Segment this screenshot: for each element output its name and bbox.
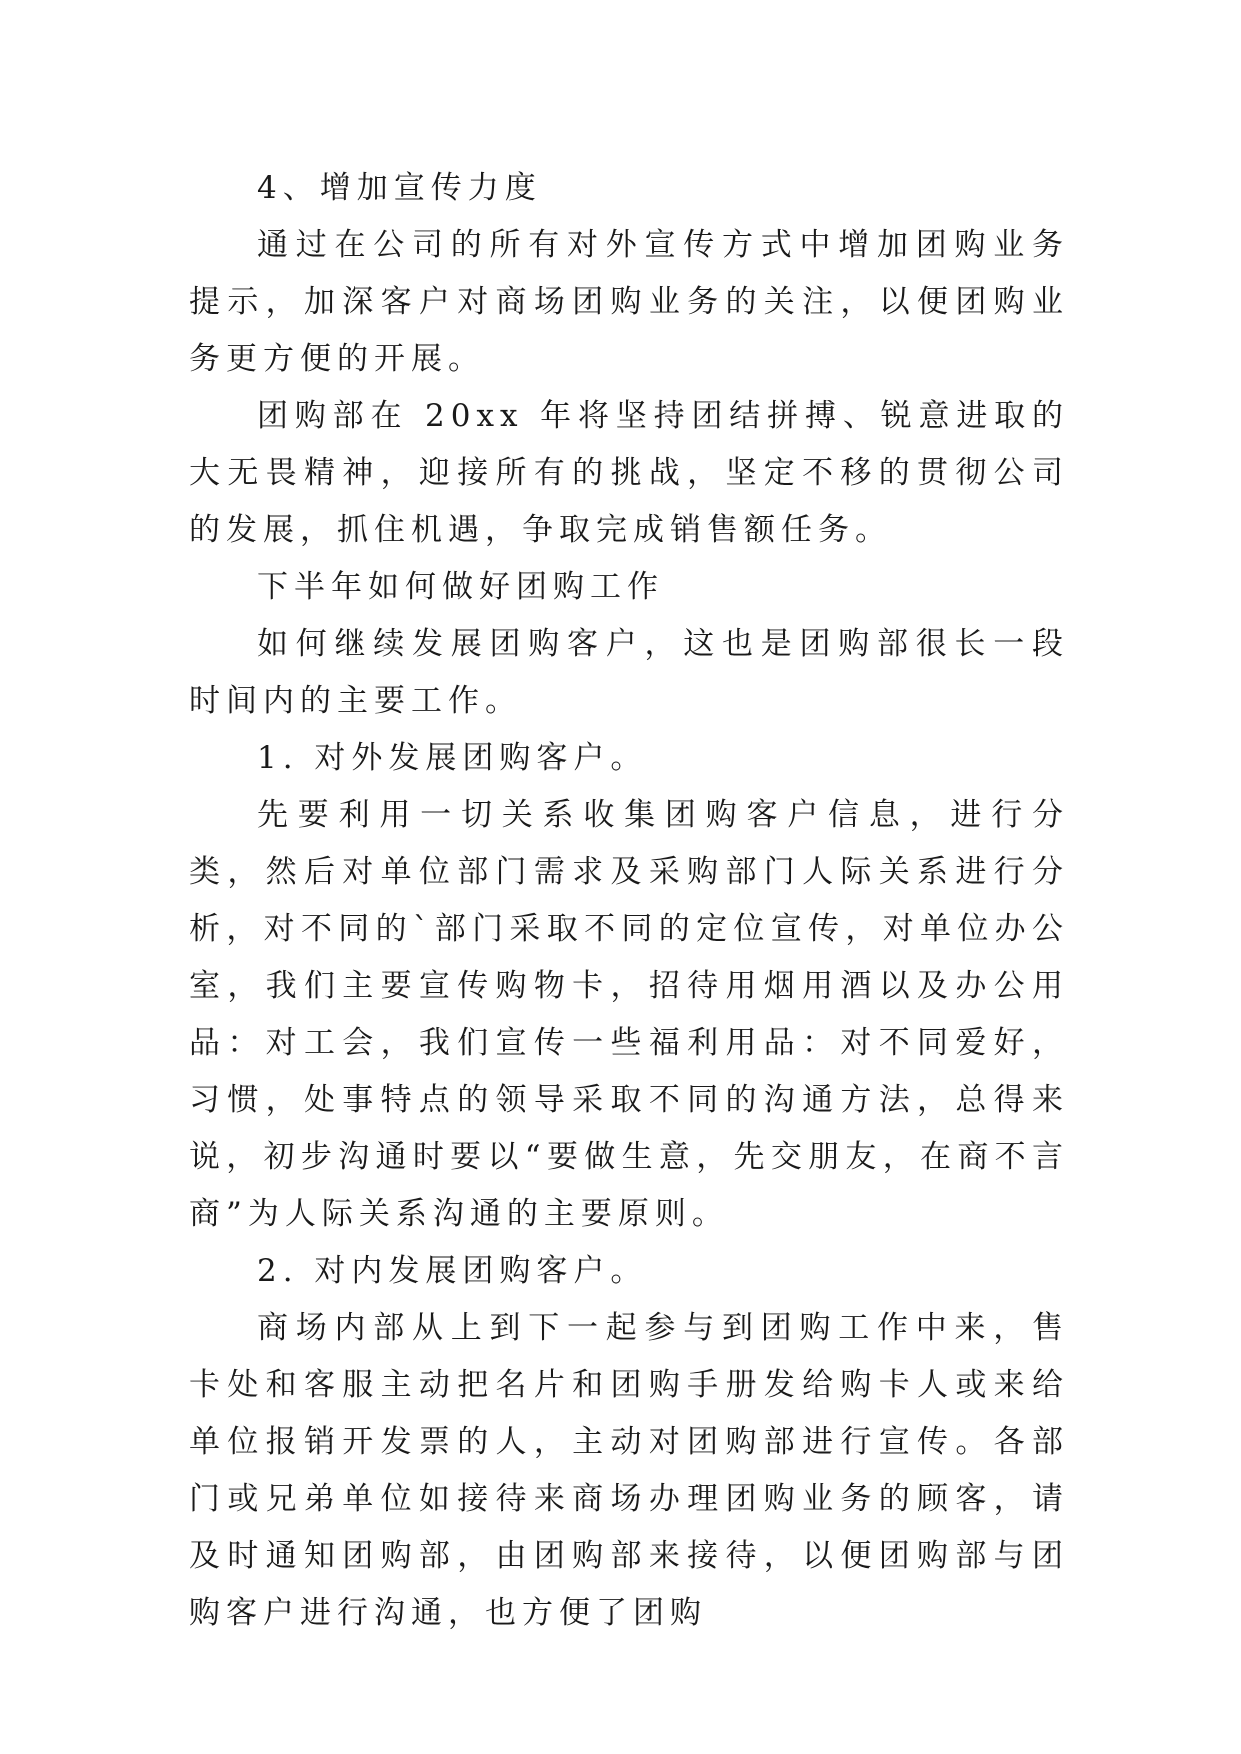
paragraph-internal: 商场内部从上到下一起参与到团购工作中来，售卡处和客服主动把名片和团购手册发给购卡人或来给单位报销开发票的人，主动对团购部进行宣传。各部门或兄弟单位如接待来商场办理团购业务的顾客，请及时通知团购部，由团购部来接待，以便团购部与团购客户进行沟通，也方便了团购 (189, 1310, 1069, 1631)
paragraph-publicity: 通过在公司的所有对外宣传方式中增加团购业务提示，加深客户对商场团购业务的关注，以便团购业务更方便的开展。 (189, 227, 1069, 377)
subheading-external: 1. 对外发展团购客户。 (257, 740, 648, 776)
document-body (189, 160, 1069, 1642)
paragraph-external: 先要利用一切关系收集团购客户信息，进行分类，然后对单位部门需求及采购部门人际关系进行分析，对不同的`部门采取不同的定位宣传，对单位办公室，我们主要宣传购物卡，招待用烟用酒以及办公用品：对工会，我们宣传一些福利用品：对不同爱好，习惯，处事特点的领导采取不同的沟通方法，总得来说，初步沟通时要以“要做生意，先交朋友，在商不言商”为人际关系沟通的主要原则。 (189, 797, 1069, 1232)
section-heading-publicity: 4、增加宣传力度 (257, 170, 542, 206)
paragraph-main-work: 如何继续发展团购客户，这也是团购部很长一段时间内的主要工作。 (189, 626, 1069, 719)
paragraph-commitment: 团购部在 20xx 年将坚持团结拼搏、锐意进取的大无畏精神，迎接所有的挑战，坚定不移的贯彻公司的发展，抓住机遇，争取完成销售额任务。 (189, 398, 1069, 548)
section-heading-second-half: 下半年如何做好团购工作 (257, 569, 664, 605)
subheading-internal: 2. 对内发展团购客户。 (257, 1253, 648, 1289)
